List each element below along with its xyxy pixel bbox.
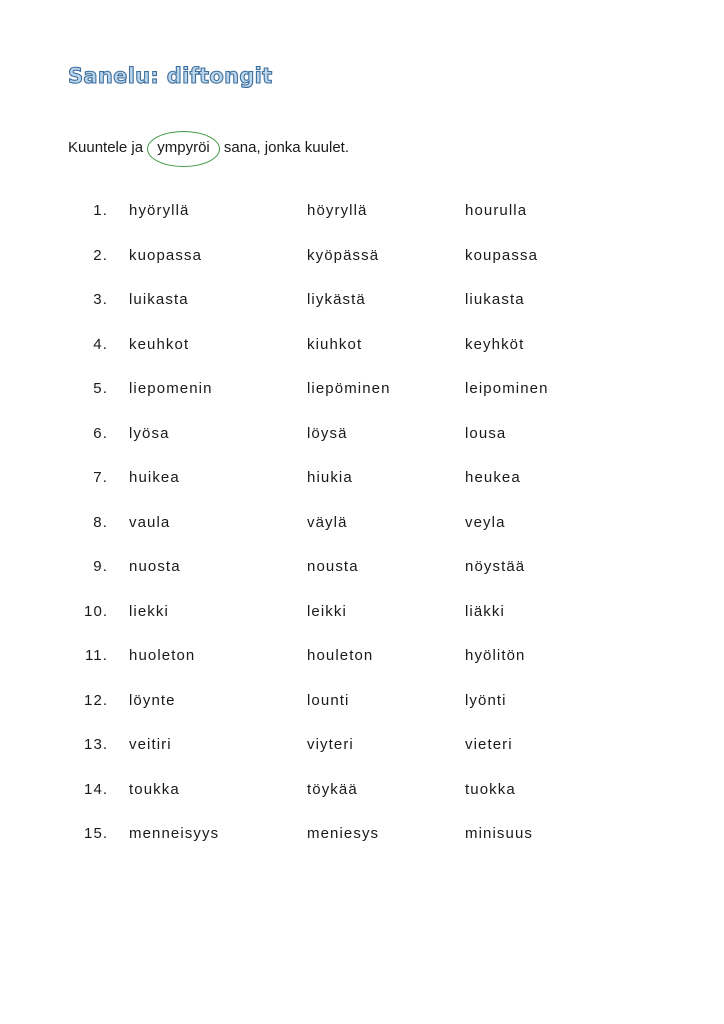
word-option[interactable]: kyöpässä: [307, 246, 380, 264]
word-row: [0, 512, 724, 557]
word-option[interactable]: liukasta: [465, 291, 525, 308]
word-row: [0, 289, 724, 334]
word-choice-list: [0, 200, 724, 868]
word-row: [0, 378, 724, 423]
row-number: 14.: [84, 780, 109, 798]
word-option[interactable]: löysä: [307, 424, 348, 442]
word-option[interactable]: veitiri: [129, 736, 172, 753]
word-row: [0, 200, 724, 245]
word-option[interactable]: huoleton: [129, 647, 196, 664]
word-option[interactable]: menneisyys: [129, 825, 220, 842]
word-option[interactable]: leikki: [307, 602, 347, 620]
word-option[interactable]: meniesys: [307, 825, 380, 842]
word-option[interactable]: liepöminen: [307, 380, 391, 397]
word-row: [0, 779, 724, 824]
word-option[interactable]: hiukia: [307, 469, 353, 486]
word-option[interactable]: tuokka: [465, 780, 516, 798]
instruction-before: Kuuntele ja: [68, 139, 144, 156]
row-number: 1.: [93, 202, 108, 219]
row-number: 6.: [93, 424, 108, 442]
word-option[interactable]: keyhköt: [465, 335, 525, 353]
word-row: [0, 423, 724, 468]
word-row: [0, 690, 724, 735]
word-option[interactable]: hyöryllä: [129, 202, 190, 219]
word-option[interactable]: minisuus: [465, 825, 533, 842]
row-number: 4.: [93, 335, 108, 353]
word-option[interactable]: kuopassa: [129, 246, 203, 264]
word-option[interactable]: lyönti: [465, 691, 507, 709]
word-option[interactable]: nuosta: [129, 558, 181, 575]
word-option[interactable]: liykästä: [307, 291, 366, 308]
row-number: 12.: [84, 691, 109, 709]
row-number: 9.: [93, 558, 108, 575]
word-option[interactable]: vaula: [129, 513, 171, 531]
instruction-after: sana, jonka kuulet.: [223, 139, 350, 156]
word-row: [0, 245, 724, 290]
word-option[interactable]: viyteri: [307, 736, 354, 753]
row-number: 3.: [93, 291, 108, 308]
word-option[interactable]: lousa: [465, 424, 507, 442]
word-option[interactable]: leipominen: [465, 380, 549, 397]
word-option[interactable]: töykää: [307, 780, 358, 798]
word-option[interactable]: liäkki: [465, 602, 505, 620]
word-option[interactable]: keuhkot: [129, 335, 190, 353]
word-row: [0, 823, 724, 868]
word-option[interactable]: hyölitön: [465, 647, 526, 664]
word-option[interactable]: huikea: [129, 469, 180, 486]
row-number: 8.: [93, 513, 108, 531]
word-option[interactable]: toukka: [129, 780, 180, 798]
word-option[interactable]: nousta: [307, 558, 359, 575]
row-number: 7.: [93, 469, 108, 486]
word-option[interactable]: houleton: [307, 647, 374, 664]
word-option[interactable]: nöystää: [465, 558, 526, 575]
word-option[interactable]: höyryllä: [307, 202, 368, 219]
word-row: [0, 467, 724, 512]
word-option[interactable]: väylä: [307, 513, 348, 531]
instruction-text: [68, 138, 349, 158]
word-option[interactable]: vieteri: [465, 736, 513, 753]
circled-example-word: ympyröi: [151, 138, 216, 158]
word-option[interactable]: hourulla: [465, 202, 528, 219]
word-option[interactable]: lyösa: [129, 424, 170, 442]
word-option[interactable]: lounti: [307, 691, 350, 709]
row-number: 13.: [84, 736, 109, 753]
word-option[interactable]: liepomenin: [129, 380, 213, 397]
worksheet-title: Sanelu: diftongit: [68, 64, 273, 88]
row-number: 5.: [93, 380, 108, 397]
word-option[interactable]: liekki: [129, 602, 169, 620]
word-option[interactable]: löynte: [129, 691, 176, 709]
word-row: [0, 645, 724, 690]
row-number: 10.: [84, 602, 109, 620]
word-row: [0, 734, 724, 779]
word-option[interactable]: veyla: [465, 513, 506, 531]
row-number: 11.: [84, 647, 108, 664]
word-option[interactable]: luikasta: [129, 291, 189, 308]
word-option[interactable]: kiuhkot: [307, 335, 363, 353]
row-number: 15.: [84, 825, 109, 842]
word-option[interactable]: koupassa: [465, 246, 539, 264]
row-number: 2.: [93, 246, 108, 264]
word-row: [0, 601, 724, 646]
word-row: [0, 556, 724, 601]
word-option[interactable]: heukea: [465, 469, 521, 486]
word-row: [0, 334, 724, 379]
